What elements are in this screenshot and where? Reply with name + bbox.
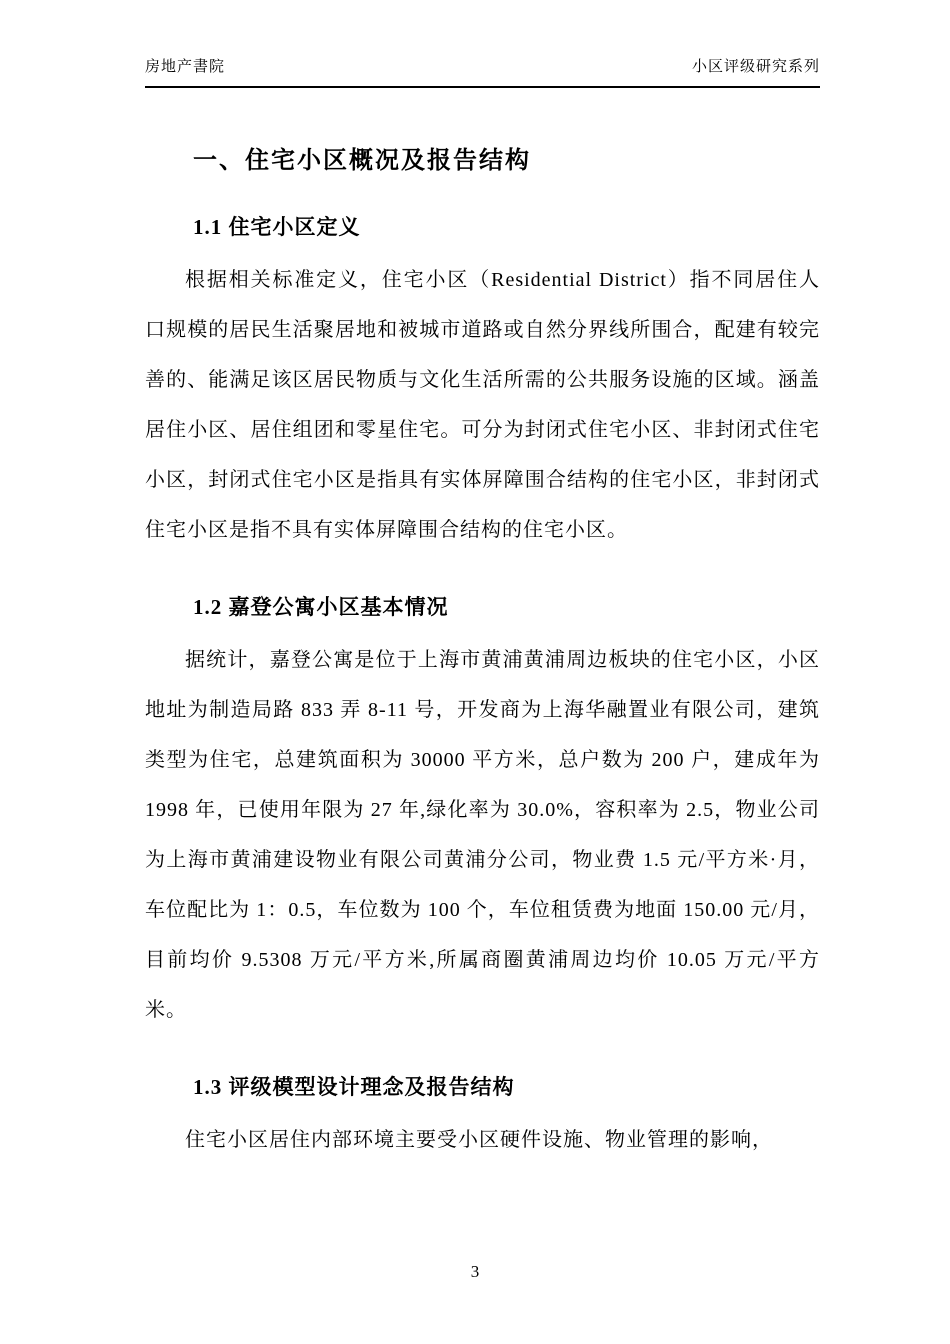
section-1-2 bbox=[145, 591, 820, 1035]
section-1-2-paragraph: 据统计，嘉登公寓是位于上海市黄浦黄浦周边板块的住宅小区，小区地址为制造局路 833 弄 8-11 号，开发商为上海华融置业有限公司，建筑类型为住宅，总建筑面积为 30000 平方米，总户数为 200 户，建成年为 1998 年，已使用年限为 27 年,绿化率为 30.0%，容积率为 2.5，物业公司为上海市黄浦建设物业有限公司黄浦分公司，物业费 1.5 元/平方米·月，车位配比为 1：0.5，车位数为 100 个，车位租赁费为地面 150.00 元/月，目前均价 9.5308 万元/平方米,所属商圈黄浦周边均价 10.05 万元/平方米。 bbox=[145, 649, 820, 1021]
section-1-1-paragraph: 根据相关标准定义，住宅小区（Residential District）指不同居住人口规模的居民生活聚居地和被城市道路或自然分界线所围合，配建有较完善的、能满足该区居民物质与文化生活所需的公共服务设施的区域。涵盖居住小区、居住组团和零星住宅。可分为封闭式住宅小区、非封闭式住宅小区，封闭式住宅小区是指具有实体屏障围合结构的住宅小区，非封闭式住宅小区是指不具有实体屏障围合结构的住宅小区。 bbox=[145, 269, 820, 541]
header-right-text: 小区评级研究系列 bbox=[691, 59, 820, 75]
page-footer bbox=[0, 1262, 950, 1282]
document-title: 一、住宅小区概况及报告结构 bbox=[193, 148, 531, 174]
section-1-1-heading: 1.1 住宅小区定义 bbox=[193, 215, 361, 239]
page-number: 3 bbox=[470, 1262, 480, 1281]
section-1-3 bbox=[145, 1071, 820, 1165]
section-1-2-heading: 1.2 嘉登公寓小区基本情况 bbox=[193, 595, 449, 619]
section-1-3-heading: 1.3 评级模型设计理念及报告结构 bbox=[193, 1075, 515, 1099]
document-body bbox=[145, 140, 820, 1165]
page-header bbox=[145, 55, 820, 88]
header-left-text: 房地产書院 bbox=[145, 59, 226, 75]
section-1-3-paragraph: 住宅小区居住内部环境主要受小区硬件设施、物业管理的影响， bbox=[185, 1129, 773, 1151]
section-1-1 bbox=[145, 211, 820, 555]
